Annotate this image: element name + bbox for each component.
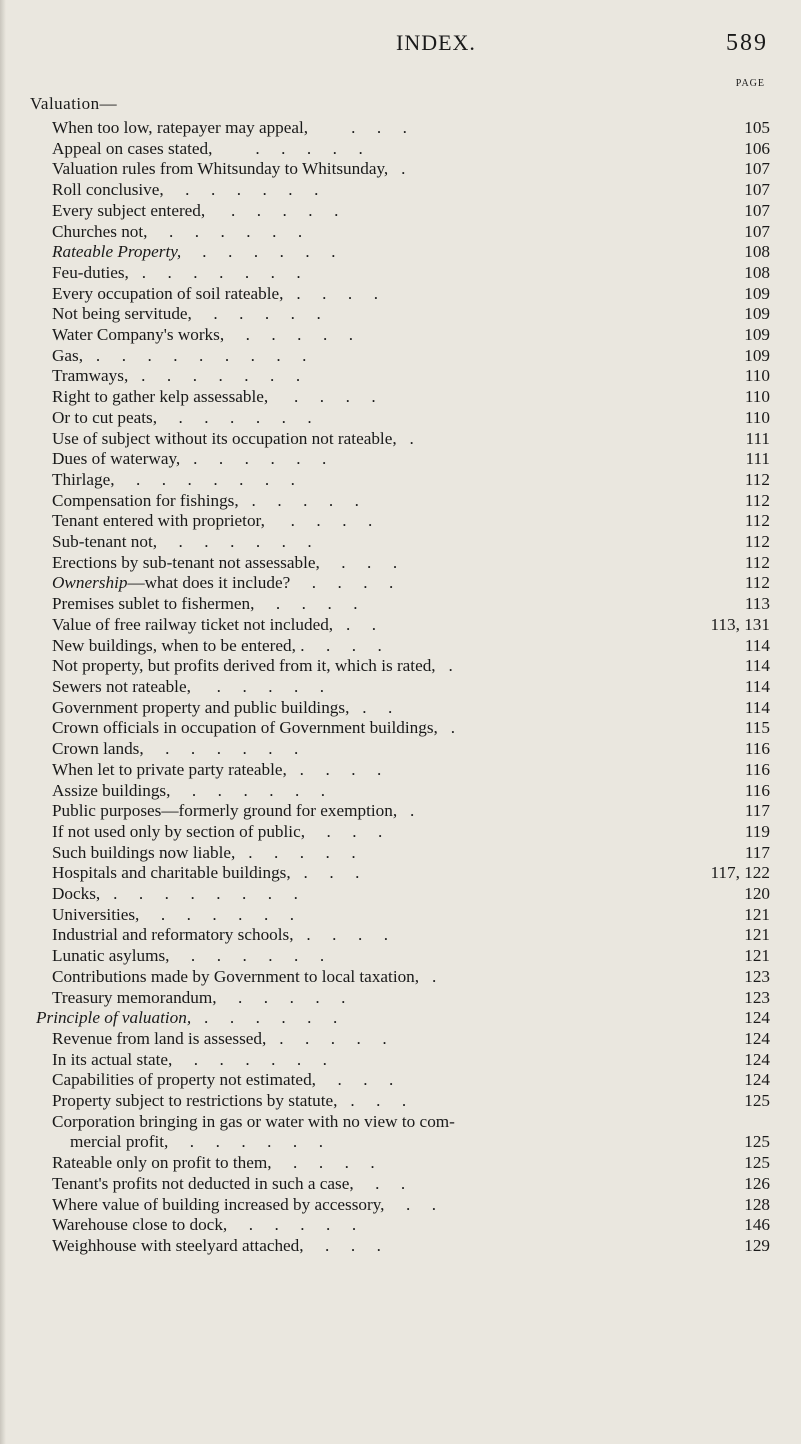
entry-text: Crown officials in occupation of Government buildings, . (52, 718, 456, 738)
index-entry (52, 988, 770, 1009)
index-entry (52, 366, 770, 387)
index-entry (52, 1070, 770, 1091)
entry-page-ref: 108 (744, 262, 770, 282)
entry-text: Where value of building increased by accessory, . . (52, 1194, 437, 1214)
entry-page-ref: 112 (744, 469, 770, 489)
page-column-label: PAGE (735, 78, 765, 89)
entry-text: Every subject entered, . . . . . (52, 200, 339, 220)
entry-text: Thirlage, . . . . . . . (52, 469, 295, 489)
running-title: INDEX. (396, 30, 476, 55)
index-entry (52, 781, 770, 802)
entry-text: Tenant's profits not deducted in such a case, . . (52, 1173, 406, 1193)
entry-text: Weighhouse with steelyard attached, . . . (52, 1235, 381, 1255)
index-entry (52, 573, 770, 594)
entry-page-ref: 124 (744, 1008, 770, 1028)
index-entry (52, 1112, 770, 1133)
entry-text: Capabilities of property not estimated, . . . (52, 1070, 394, 1090)
entry-text: Gas, . . . . . . . . . (52, 345, 307, 365)
entry-page-ref: 124 (744, 1049, 770, 1069)
entry-text: If not used only by section of public, . . . (52, 821, 383, 841)
entry-page-ref: 117, 122 (710, 863, 770, 883)
entry-text: Rateable only on profit to them, . . . . (52, 1153, 375, 1173)
entry-text: Universities, . . . . . . (52, 904, 295, 924)
entry-text: Public purposes—formerly ground for exemption, . (52, 801, 415, 821)
entry-page-ref: 123 (744, 966, 770, 986)
index-entry (52, 408, 770, 429)
index-entry (36, 1008, 770, 1029)
entry-page-ref: 113, 131 (710, 614, 770, 634)
entry-page-ref: 112 (744, 511, 770, 531)
index-entry (52, 222, 770, 243)
entry-page-ref: 107 (744, 180, 770, 200)
entry-page-ref: 113 (744, 594, 770, 614)
entry-text: Feu-duties, . . . . . . . (52, 262, 301, 282)
entry-page-ref: 114 (744, 635, 770, 655)
index-entry (52, 946, 770, 967)
entry-text: Premises sublet to fishermen, . . . . (52, 594, 358, 614)
index-entry (52, 801, 770, 822)
index-entries (36, 118, 770, 1257)
entry-page-ref: 108 (744, 242, 770, 262)
index-entry (52, 118, 770, 139)
entry-page-ref: 107 (744, 221, 770, 241)
entry-text: Such buildings now liable, . . . . . (52, 842, 356, 862)
entry-text: Assize buildings, . . . . . . (52, 780, 326, 800)
entry-page-ref: 126 (744, 1173, 770, 1193)
entry-text: Revenue from land is assessed, . . . . . (52, 1028, 387, 1048)
index-entry (52, 511, 770, 532)
index-entry (52, 1153, 770, 1174)
page-header (0, 30, 801, 70)
entry-page-ref: 117 (744, 842, 770, 862)
entry-page-ref: 114 (744, 697, 770, 717)
entry-text: Value of free railway ticket not included, . . (52, 614, 377, 634)
entry-page-ref: 111 (745, 428, 770, 448)
entry-page-ref: 112 (744, 532, 770, 552)
index-entry (52, 491, 770, 512)
entry-page-ref: 111 (745, 449, 770, 469)
entry-text: Treasury memorandum, . . . . . (52, 987, 346, 1007)
entry-page-ref: 110 (744, 407, 770, 427)
index-entry (52, 1195, 770, 1216)
entry-page-ref: 116 (744, 780, 770, 800)
entry-text: Use of subject without its occupation not rateable, . (52, 428, 414, 448)
index-entry (52, 242, 770, 263)
entry-text: Industrial and reformatory schools, . . . . (52, 925, 389, 945)
entry-page-ref: 121 (744, 925, 770, 945)
entry-page-ref: 125 (744, 1153, 770, 1173)
entry-text: Water Company's works, . . . . . (52, 325, 354, 345)
index-entry (52, 1132, 770, 1153)
index-entry (52, 677, 770, 698)
entry-text: Valuation rules from Whitsunday to Whitsunday, . (52, 159, 406, 179)
entry-page-ref: 110 (744, 387, 770, 407)
entry-text: Rateable Property, . . . . . . (52, 242, 336, 262)
index-entry (52, 429, 770, 450)
entry-text: Government property and public buildings, . . (52, 697, 393, 717)
index-entry (52, 304, 770, 325)
entry-text: Tramways, . . . . . . . (52, 366, 301, 386)
entry-text: Compensation for fishings, . . . . . (52, 490, 359, 510)
entry-text: Not property, but profits derived from it, which is rated, . (52, 656, 453, 676)
index-entry (52, 553, 770, 574)
index-entry (52, 884, 770, 905)
entry-page-ref: 109 (744, 304, 770, 324)
index-entry (52, 594, 770, 615)
entry-text: Property subject to restrictions by statute, . . . (52, 1091, 407, 1111)
entry-page-ref: 114 (744, 656, 770, 676)
index-entry (52, 159, 770, 180)
index-entry (52, 1215, 770, 1236)
entry-text: Docks, . . . . . . . . (52, 884, 298, 904)
entry-page-ref: 146 (744, 1215, 770, 1235)
entry-page-ref: 106 (744, 138, 770, 158)
index-entry (52, 1029, 770, 1050)
index-entry (52, 1174, 770, 1195)
index-entry (52, 760, 770, 781)
entry-page-ref: 117 (744, 801, 770, 821)
entry-page-ref: 124 (744, 1070, 770, 1090)
index-entry (52, 698, 770, 719)
entry-page-ref: 109 (744, 345, 770, 365)
index-entry (52, 656, 770, 677)
entry-text: Ownership—what does it include? . . . . (52, 573, 394, 593)
index-entry (52, 615, 770, 636)
index-entry (52, 180, 770, 201)
index-entry (52, 284, 770, 305)
entry-page-ref: 121 (744, 904, 770, 924)
entry-page-ref: 112 (744, 490, 770, 510)
entry-text: Dues of waterway, . . . . . . (52, 449, 327, 469)
entry-page-ref: 105 (744, 118, 770, 137)
index-entry (52, 201, 770, 222)
index-entry (52, 139, 770, 160)
section-heading: Valuation— (30, 94, 118, 113)
entry-page-ref: 112 (744, 573, 770, 593)
entry-page-ref: 116 (744, 759, 770, 779)
index-entry (52, 967, 770, 988)
entry-page-ref: 119 (744, 821, 770, 841)
index-entry (52, 470, 770, 491)
entry-page-ref: 107 (744, 200, 770, 220)
entry-text: New buildings, when to be entered, . . . . (52, 635, 382, 655)
entry-page-ref: 129 (744, 1235, 770, 1255)
entry-page-ref: 110 (744, 366, 770, 386)
entry-page-ref: 115 (744, 718, 770, 738)
entry-page-ref: 123 (744, 987, 770, 1007)
index-entry (52, 346, 770, 367)
entry-text: Appeal on cases stated, . . . . . (52, 138, 363, 158)
index-entry (52, 532, 770, 553)
index-entry (52, 387, 770, 408)
index-entry (52, 1236, 770, 1257)
index-entry (52, 1050, 770, 1071)
index-entry (52, 449, 770, 470)
index-entry (52, 718, 770, 739)
entry-text: Corporation bringing in gas or water with no view to com- (52, 1111, 455, 1131)
entry-text: Churches not, . . . . . . (52, 221, 303, 241)
entry-text: Sewers not rateable, . . . . . (52, 676, 325, 696)
entry-page-ref: 112 (744, 552, 770, 572)
entry-text: Hospitals and charitable buildings, . . . (52, 863, 360, 883)
index-entry (52, 636, 770, 657)
entry-page-ref: 114 (744, 676, 770, 696)
entry-page-ref: 128 (744, 1194, 770, 1214)
index-entry (52, 863, 770, 884)
entry-text: Or to cut peats, . . . . . . (52, 407, 312, 427)
entry-text: Right to gather kelp assessable, . . . . (52, 387, 376, 407)
entry-text: Principle of valuation, . . . . . . (36, 1008, 338, 1028)
entry-text: Sub-tenant not, . . . . . . (52, 532, 312, 552)
page-edge-shadow (0, 0, 6, 1444)
entry-page-ref: 107 (744, 159, 770, 179)
index-entry (52, 325, 770, 346)
entry-page-ref: 120 (744, 884, 770, 904)
entry-text: Contributions made by Government to local taxation, . (52, 966, 437, 986)
page-number: 589 (726, 30, 768, 56)
index-entry (52, 905, 770, 926)
index-entry (52, 263, 770, 284)
entry-page-ref: 116 (744, 739, 770, 759)
index-entry (52, 925, 770, 946)
entry-text: When let to private party rateable, . . . . (52, 759, 382, 779)
entry-text: In its actual state, . . . . . . (52, 1049, 327, 1069)
entry-page-ref: 109 (744, 325, 770, 345)
entry-page-ref: 125 (744, 1132, 770, 1152)
entry-text: When too low, ratepayer may appeal, . . . (52, 118, 407, 137)
entry-page-ref: 121 (744, 946, 770, 966)
entry-page-ref: 109 (744, 283, 770, 303)
entry-text: Tenant entered with proprietor, . . . . (52, 511, 373, 531)
index-entry (52, 739, 770, 760)
entry-text: Warehouse close to dock, . . . . . (52, 1215, 357, 1235)
entry-text: Every occupation of soil rateable, . . . . (52, 283, 378, 303)
index-entry (52, 1091, 770, 1112)
entry-page-ref: 125 (744, 1091, 770, 1111)
entry-text: Not being servitude, . . . . . (52, 304, 321, 324)
entry-text: Roll conclusive, . . . . . . (52, 180, 319, 200)
entry-text: Lunatic asylums, . . . . . . (52, 946, 325, 966)
entry-text: mercial profit, . . . . . . (70, 1132, 323, 1152)
entry-page-ref: 124 (744, 1028, 770, 1048)
index-entry (52, 843, 770, 864)
entry-text: Erections by sub-tenant not assessable, . . . (52, 552, 398, 572)
index-entry (52, 822, 770, 843)
entry-text: Crown lands, . . . . . . (52, 739, 299, 759)
